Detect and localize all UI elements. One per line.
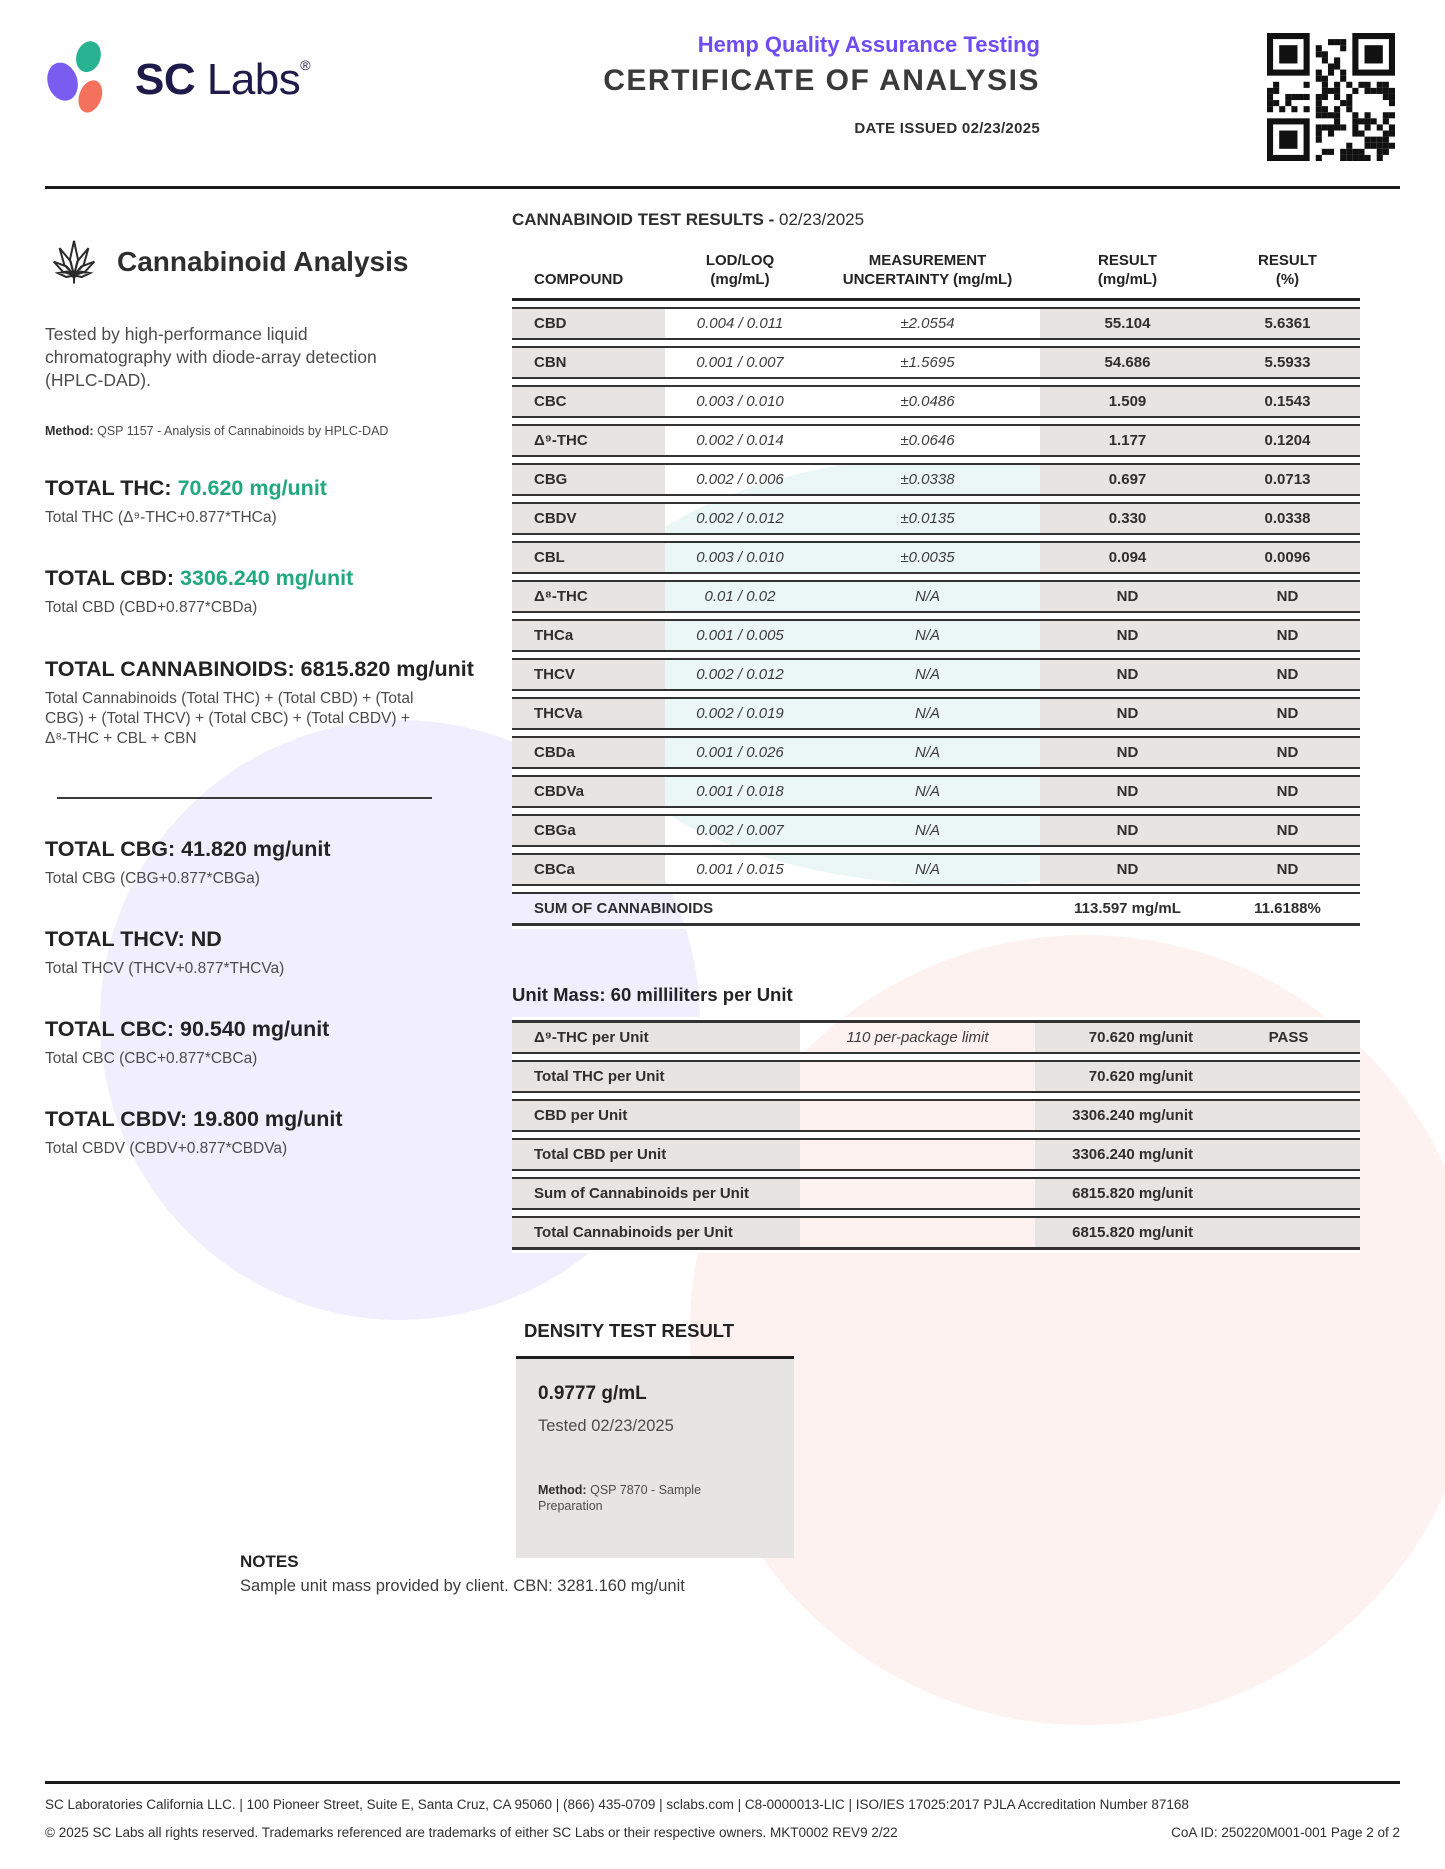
table-cell (800, 1216, 1035, 1250)
footer-lab-info: SC Laboratories California LLC. | 100 Pioneer Street, Suite E, Santa Cruz, CA 95060 | (866) 435-0709 | sclabs.com | C8-0000013-LIC | ISO/IES 17025:2017 PJLA Accreditation Number 87168 (45, 1797, 1189, 1812)
total-cbd-formula: Total CBD (CBD+0.877*CBDa) (45, 599, 258, 617)
cannabis-leaf-icon (45, 230, 103, 293)
table-cell: 0.001 / 0.005 (665, 619, 815, 652)
table-cell: 0.330 (1040, 502, 1215, 535)
table-cell (800, 1138, 1035, 1171)
table-cell: ND (1040, 697, 1215, 730)
table-cell: 5.5933 (1215, 346, 1360, 379)
table-cell: 0.003 / 0.010 (665, 541, 815, 574)
table-cell: Sum of Cannabinoids per Unit (512, 1177, 800, 1210)
total-cbg-formula: Total CBG (CBG+0.877*CBGa) (45, 869, 260, 887)
total-cbc-value: 90.540 mg/unit (179, 1017, 330, 1042)
table-cell: CBGa (512, 814, 665, 847)
table-cell: CBD per Unit (512, 1099, 800, 1132)
table-cell: ND (1040, 580, 1215, 613)
table-row (512, 580, 1360, 613)
table-row (512, 697, 1360, 730)
footer-copyright: © 2025 SC Labs all rights reserved. Trademarks referenced are trademarks of either SC Labs or their respective owners. MKT0002 REV9 2/22 (45, 1825, 898, 1840)
notes-heading: NOTES (240, 1552, 299, 1571)
table-cell: 0.697 (1040, 463, 1215, 496)
table-cell: 0.0338 (1215, 502, 1360, 535)
total-thcv-label: TOTAL THCV: ND (45, 927, 222, 952)
section-header (45, 230, 445, 293)
footer-divider (45, 1781, 1400, 1784)
table-cell: ND (1040, 775, 1215, 808)
table-row (512, 1020, 1360, 1054)
table-cell: CBL (512, 541, 665, 574)
table-cell: ND (1040, 853, 1215, 886)
table-cell: 0.01 / 0.02 (665, 580, 815, 613)
table-cell: 0.002 / 0.014 (665, 424, 815, 457)
table-cell: CBCa (512, 853, 665, 886)
total-cbdv-formula: Total CBDV (CBDV+0.877*CBDVa) (45, 1140, 288, 1158)
table-row (512, 814, 1360, 847)
total-cbd-block (45, 566, 445, 618)
total-cannabinoids-label: TOTAL CANNABINOIDS: 6815.820 mg/unit (45, 656, 474, 681)
table-cell (1217, 1177, 1360, 1210)
total-cbg-block (45, 837, 445, 889)
table-cell: N/A (815, 619, 1040, 652)
table-row (512, 463, 1360, 496)
total-thc-formula: Total THC (Δ⁹-THC+0.877*THCa) (45, 509, 277, 527)
table-cell: 0.002 / 0.006 (665, 463, 815, 496)
column-header: LOD/LOQ (mg/mL) (665, 252, 815, 301)
per-unit-table (512, 1014, 1360, 1256)
total-thcv-block (45, 927, 445, 979)
table-cell: N/A (815, 697, 1040, 730)
density-section (516, 1320, 794, 1558)
total-thc-block (45, 476, 445, 528)
table-cell: Δ⁹-THC (512, 424, 665, 457)
table-row (512, 1216, 1360, 1250)
footer-coa-id: CoA ID: 250220M001-001 Page 2 of 2 (1171, 1825, 1400, 1840)
table-cell: 0.0096 (1215, 541, 1360, 574)
table-cell: ±0.0646 (815, 424, 1040, 457)
table-cell: THCV (512, 658, 665, 691)
table-cell: ±0.0135 (815, 502, 1040, 535)
total-cannabinoids-value: 6815.820 mg/unit (300, 656, 474, 681)
table-cell: CBN (512, 346, 665, 379)
table-cell: 3306.240 mg/unit (1035, 1138, 1217, 1171)
table-cell: ND (1040, 658, 1215, 691)
table-cell: N/A (815, 814, 1040, 847)
table-cell: 0.001 / 0.026 (665, 736, 815, 769)
table-cell: 1.509 (1040, 385, 1215, 418)
cannabinoid-analysis-column (45, 196, 474, 1160)
notes-text: Sample unit mass provided by client. CBN: 3281.160 mg/unit (240, 1577, 685, 1595)
table-cell: 113.597 mg/mL (1040, 892, 1215, 926)
table-row (512, 307, 1360, 340)
total-cbd-label: TOTAL CBD: 3306.240 mg/unit (45, 566, 354, 591)
total-cannabinoids-formula: Total Cannabinoids (Total THC) + (Total CBD) + (Total CBG) + (Total THCV) + (Total CBC) + (Total CBDV) + Δ⁸-THC + CBL + CBN (45, 689, 414, 747)
table-cell: Total THC per Unit (512, 1060, 800, 1093)
sc-labs-logo-icon (45, 36, 119, 123)
notes-section (240, 1552, 685, 1596)
table-cell: CBD (512, 307, 665, 340)
section-title: Cannabinoid Analysis (117, 245, 409, 277)
left-column-divider (57, 797, 432, 799)
table-cell: 110 per-package limit (800, 1020, 1035, 1054)
table-cell: ND (1215, 736, 1360, 769)
table-cell: 0.002 / 0.019 (665, 697, 815, 730)
table-cell (1217, 1216, 1360, 1250)
density-tested-date: Tested 02/23/2025 (538, 1416, 674, 1435)
table-row (512, 853, 1360, 886)
footer-legal-row (45, 1825, 1400, 1840)
table-row (512, 541, 1360, 574)
density-method: Method: QSP 7870 - Sample Preparation (538, 1482, 702, 1514)
total-thcv-formula: Total THCV (THCV+0.877*THCVa) (45, 960, 285, 978)
date-issued: DATE ISSUED 02/23/2025 (854, 120, 1040, 137)
table-row (512, 658, 1360, 691)
results-header-row (512, 252, 1360, 301)
total-cbd-value: 3306.240 mg/unit (179, 566, 354, 591)
sc-labs-logo-text: SC Labs® (135, 54, 311, 104)
table-cell: ±0.0338 (815, 463, 1040, 496)
table-cell: N/A (815, 736, 1040, 769)
table-cell: CBDa (512, 736, 665, 769)
analysis-description: Tested by high-performance liquid chromatography with diode-array detection (HPLC-DAD). (45, 324, 377, 391)
table-cell: 0.001 / 0.007 (665, 346, 815, 379)
total-cbc-formula: Total CBC (CBC+0.877*CBCa) (45, 1050, 258, 1068)
table-cell: N/A (815, 580, 1040, 613)
table-cell: SUM OF CANNABINOIDS (512, 892, 1040, 926)
column-header: RESULT (mg/mL) (1040, 252, 1215, 301)
table-row (512, 502, 1360, 535)
table-cell: 0.001 / 0.018 (665, 775, 815, 808)
table-cell (1217, 1060, 1360, 1093)
table-cell: CBG (512, 463, 665, 496)
total-cbc-label: TOTAL CBC: 90.540 mg/unit (45, 1017, 330, 1042)
total-cbg-label: TOTAL CBG: 41.820 mg/unit (45, 836, 331, 861)
table-cell (800, 1177, 1035, 1210)
table-cell: 3306.240 mg/unit (1035, 1099, 1217, 1132)
table-cell: Δ⁸-THC (512, 580, 665, 613)
qr-code (1267, 33, 1395, 161)
total-cbdv-label: TOTAL CBDV: 19.800 mg/unit (45, 1107, 343, 1132)
table-cell: ND (1215, 853, 1360, 886)
results-table-title: CANNABINOID TEST RESULTS - 02/23/2025 (512, 210, 865, 229)
table-cell: N/A (815, 775, 1040, 808)
column-header: MEASUREMENT UNCERTAINTY (mg/mL) (815, 252, 1040, 301)
program-title: Hemp Quality Assurance Testing (697, 32, 1040, 57)
table-row (512, 1177, 1360, 1210)
table-cell: CBC (512, 385, 665, 418)
total-cbdv-value: 19.800 mg/unit (193, 1107, 343, 1132)
table-row (512, 1099, 1360, 1132)
table-cell (1217, 1099, 1360, 1132)
density-result-box (516, 1356, 794, 1558)
header-titles (603, 32, 1040, 137)
table-cell (800, 1099, 1035, 1132)
table-cell: 11.6188% (1215, 892, 1360, 926)
column-header: COMPOUND (512, 252, 665, 301)
table-cell: Total CBD per Unit (512, 1138, 800, 1171)
table-row (512, 892, 1360, 926)
table-cell: N/A (815, 853, 1040, 886)
table-cell: ND (1215, 658, 1360, 691)
total-cbg-value: 41.820 mg/unit (181, 836, 331, 861)
table-cell: 6815.820 mg/unit (1035, 1216, 1217, 1250)
table-cell: ±2.0554 (815, 307, 1040, 340)
table-row (512, 775, 1360, 808)
table-cell (1217, 1138, 1360, 1171)
table-cell: 0.001 / 0.015 (665, 853, 815, 886)
table-cell: Total Cannabinoids per Unit (512, 1216, 800, 1250)
table-cell: ND (1215, 814, 1360, 847)
header-divider (45, 186, 1400, 189)
table-cell: 55.104 (1040, 307, 1215, 340)
analysis-method: Method: QSP 1157 - Analysis of Cannabinoids by HPLC-DAD (45, 424, 389, 439)
table-cell: ND (1215, 580, 1360, 613)
table-cell: ND (1040, 814, 1215, 847)
total-cannabinoids-block (45, 656, 474, 749)
density-value: 0.9777 g/mL (538, 1382, 647, 1404)
table-cell: 0.003 / 0.010 (665, 385, 815, 418)
table-cell: THCVa (512, 697, 665, 730)
table-cell: 0.1204 (1215, 424, 1360, 457)
table-cell: THCa (512, 619, 665, 652)
cannabinoid-results-table (512, 246, 1360, 932)
table-cell: 5.6361 (1215, 307, 1360, 340)
table-cell: ±0.0486 (815, 385, 1040, 418)
unit-mass-heading: Unit Mass: 60 milliliters per Unit (512, 983, 793, 1005)
total-thc-value: 70.620 mg/unit (177, 476, 327, 501)
total-cbdv-block (45, 1107, 445, 1159)
table-row (512, 1060, 1360, 1093)
table-cell: ND (1215, 619, 1360, 652)
table-row (512, 385, 1360, 418)
table-cell: CBDVa (512, 775, 665, 808)
table-cell: 54.686 (1040, 346, 1215, 379)
table-cell: ND (1215, 775, 1360, 808)
results-column (512, 196, 1360, 1558)
table-cell: 0.002 / 0.012 (665, 658, 815, 691)
table-cell: 70.620 mg/unit (1035, 1060, 1217, 1093)
total-thcv-value: ND (190, 927, 222, 952)
table-cell: ±1.5695 (815, 346, 1040, 379)
table-cell: 0.002 / 0.007 (665, 814, 815, 847)
table-cell: PASS (1217, 1020, 1360, 1054)
table-cell: 1.177 (1040, 424, 1215, 457)
table-cell: Δ⁹-THC per Unit (512, 1020, 800, 1054)
table-cell: 0.002 / 0.012 (665, 502, 815, 535)
table-cell: 6815.820 mg/unit (1035, 1177, 1217, 1210)
page-title: CERTIFICATE OF ANALYSIS (603, 64, 1040, 97)
table-row (512, 346, 1360, 379)
table-cell: ND (1040, 619, 1215, 652)
table-cell: N/A (815, 658, 1040, 691)
table-cell: 0.094 (1040, 541, 1215, 574)
table-cell: ND (1040, 736, 1215, 769)
column-header: RESULT (%) (1215, 252, 1360, 301)
table-row (512, 424, 1360, 457)
density-heading: DENSITY TEST RESULT (524, 1319, 735, 1341)
total-cbc-block (45, 1017, 445, 1069)
table-cell: ±0.0035 (815, 541, 1040, 574)
table-row (512, 1138, 1360, 1171)
table-cell: CBDV (512, 502, 665, 535)
table-cell: 0.004 / 0.011 (665, 307, 815, 340)
table-cell: ND (1215, 697, 1360, 730)
table-cell: 70.620 mg/unit (1035, 1020, 1217, 1054)
table-row (512, 736, 1360, 769)
table-cell: 0.1543 (1215, 385, 1360, 418)
table-row (512, 619, 1360, 652)
total-thc-label: TOTAL THC: 70.620 mg/unit (45, 476, 327, 501)
table-cell: 0.0713 (1215, 463, 1360, 496)
table-cell (800, 1060, 1035, 1093)
sc-labs-logo (45, 36, 310, 123)
